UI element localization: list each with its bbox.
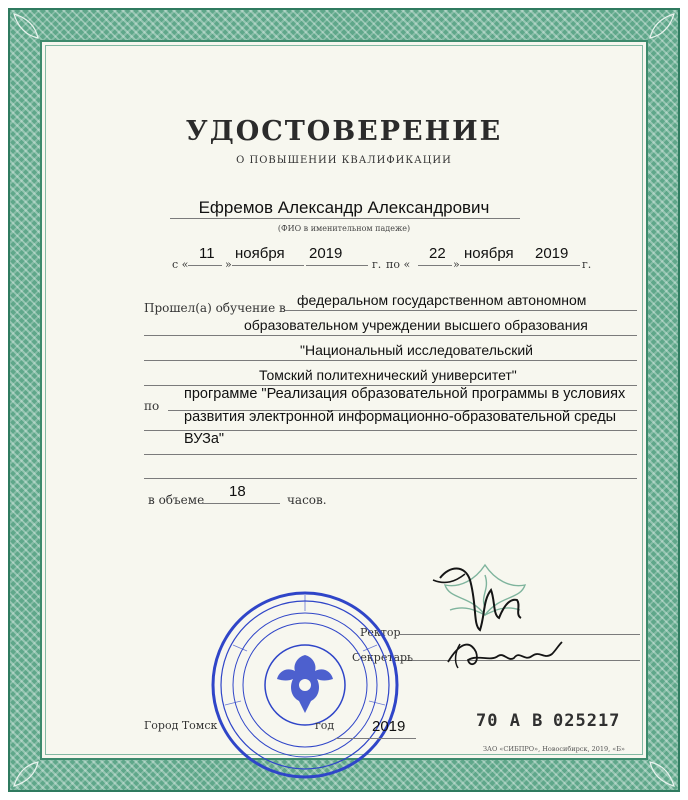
from-day-line [188,265,222,266]
from-month-line [232,265,304,266]
period-from-month: ноября [235,245,285,262]
year-label-bottom: год [315,719,335,732]
period-from-label: с « [172,258,189,271]
program-label: по [144,399,160,413]
to-year-line [532,265,580,266]
org-line-2: образовательном учреждении высшего образования [244,317,588,333]
org-line-4: Томский политехнический университет" [259,367,517,383]
program-line-3: ВУЗа" [184,431,225,447]
city: Город Томск [144,719,218,732]
program-line-2: развития электронной информационно-образовательной среды [184,409,617,425]
printer-info: ЗАО «СИБПРО», Новосибирск, 2019, «Б» [483,745,626,753]
org-rule-1 [285,310,637,311]
rector-signature [425,560,535,640]
period-from-quote: » [225,258,232,271]
secretary-signature [440,632,570,677]
from-year-line [306,265,368,266]
full-name-hint: (ФИО в именительном падеже) [277,224,411,233]
volume-unit: часов. [287,493,327,507]
training-label: Прошел(а) обучение в [144,301,286,315]
program-rule-4 [144,478,637,479]
period-to-quote: » [453,258,460,271]
period-year-label-2: г. [582,258,592,271]
full-name: Ефремов Александр Александрович [198,198,490,217]
period-from-day: 11 [199,245,215,262]
to-day-line [418,265,452,266]
period-to-year: 2019 [535,245,569,262]
volume-label: в объеме [148,493,205,507]
period-from-year: 2019 [309,245,343,262]
rector-label: Ректор [360,626,401,639]
year-line [336,738,416,739]
full-name-line [170,218,520,219]
org-line-3: "Национальный исследовательский [300,342,533,358]
to-month-line [460,265,532,266]
volume-line [200,503,280,504]
period-to-day: 22 [429,245,446,262]
secretary-label: Секретарь [352,651,414,664]
volume-hours: 18 [229,483,246,500]
period-to-month: ноября [464,245,514,262]
document-subtitle: О ПОВЫШЕНИИ КВАЛИФИКАЦИИ [236,155,452,166]
program-rule-3 [144,454,637,455]
year-value: 2019 [372,718,406,735]
document-title: УДОСТОВЕРЕНИЕ [185,116,503,147]
org-rule-3 [144,360,637,361]
org-rule-2 [144,335,637,336]
period-year-label-1: г. [372,258,382,271]
period-to-label: по « [386,258,411,271]
serial-number: 025217 [553,711,621,731]
program-line-1: программе "Реализация образовательной программы в условиях [184,386,626,402]
official-seal [205,585,405,785]
series: 70 А В [476,711,544,731]
org-line-1: федеральном государственном автономном [297,292,587,308]
